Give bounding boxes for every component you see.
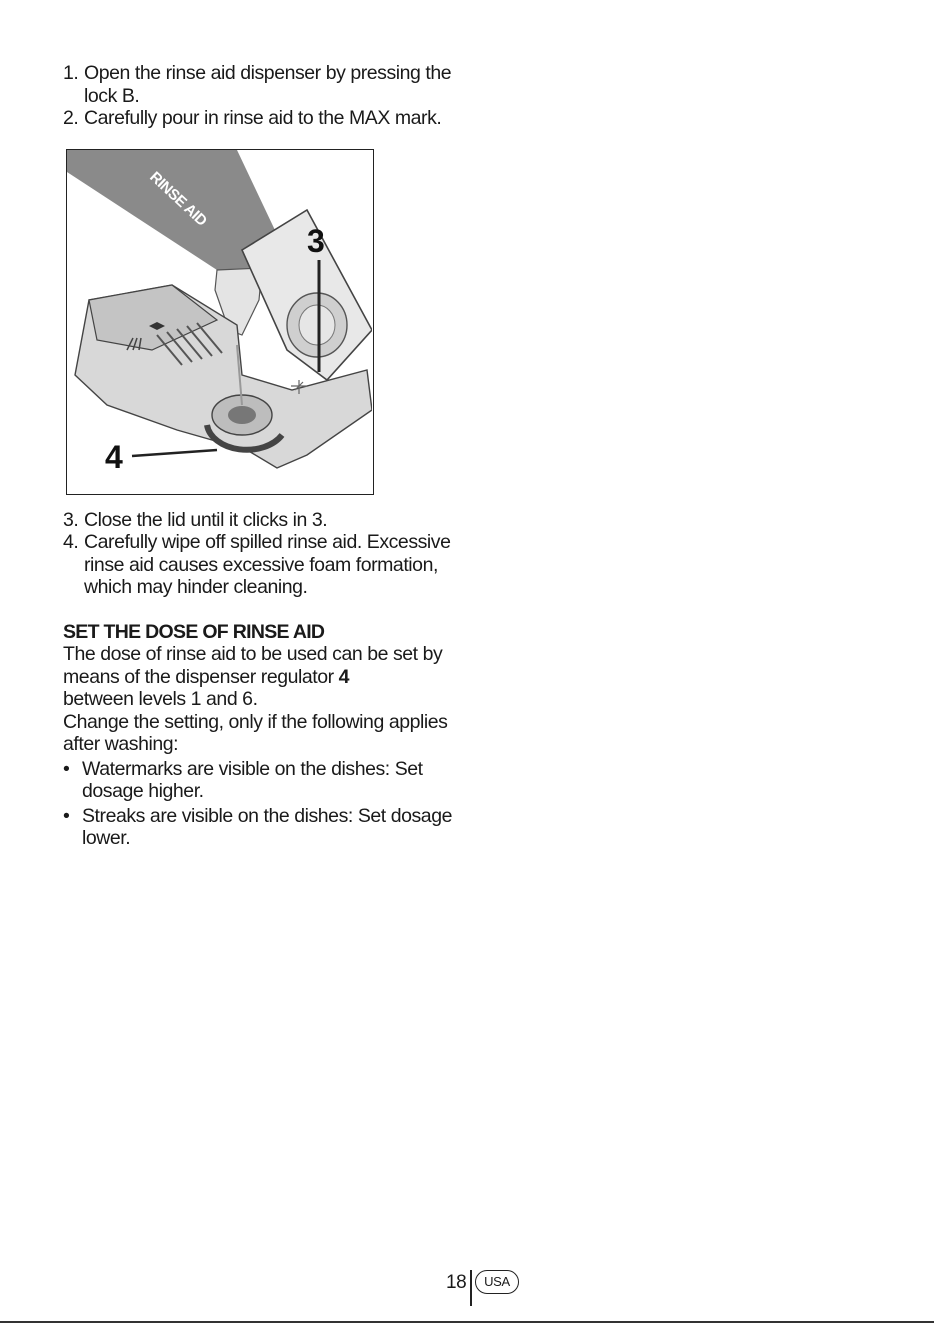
- section-heading: SET THE DOSE OF RINSE AID: [63, 620, 325, 643]
- step-text: Carefully wipe off spilled rinse aid. Excessive rinse aid causes excessive foam formation, which may hinder cleaning.: [84, 531, 451, 598]
- dose-paragraph-text: The dose of rinse aid to be used can be set by means of the dispenser regulator: [63, 643, 443, 688]
- step-text: Close the lid until it clicks in 3.: [84, 508, 328, 531]
- step-item: [63, 531, 463, 599]
- step-text: Open the rinse aid dispenser by pressing the lock B.: [84, 62, 452, 107]
- step-item: [63, 509, 463, 532]
- step-number: 4.: [63, 531, 79, 553]
- dose-paragraph-tail: between levels 1 and 6.: [63, 688, 258, 710]
- rinse-aid-dispenser-illustration: [66, 149, 374, 495]
- steps-list-bottom: [63, 509, 463, 599]
- step-item: [63, 62, 463, 107]
- flap-seal-inner-shape: [299, 305, 335, 345]
- bullet-icon: •: [63, 757, 70, 780]
- conditions-list: [63, 758, 463, 850]
- footer-divider: [470, 1270, 472, 1306]
- country-badge: USA: [475, 1270, 519, 1294]
- condition-text: Streaks are visible on the dishes: Set dosage lower.: [82, 804, 452, 849]
- regulator-number: 4: [338, 665, 350, 688]
- bullet-icon: •: [63, 804, 70, 827]
- condition-item: [63, 805, 463, 850]
- page-number: 18: [446, 1272, 467, 1293]
- callout-line-4: [132, 450, 217, 456]
- step-number: 1.: [63, 62, 79, 84]
- step-number: 2.: [63, 107, 79, 129]
- step-number: 3.: [63, 508, 79, 531]
- filler-hole-shape: [228, 406, 256, 424]
- condition-item: [63, 758, 463, 803]
- section-spacer: [63, 599, 463, 621]
- step-item: [63, 107, 463, 130]
- dose-paragraph: [63, 643, 463, 711]
- condition-text: Watermarks are visible on the dishes: Set dosage higher.: [82, 757, 423, 802]
- change-setting-paragraph: Change the setting, only if the following applies after washing:: [63, 710, 448, 755]
- step-text: Carefully pour in rinse aid to the MAX mark.: [84, 107, 442, 129]
- steps-list-top: [63, 62, 463, 130]
- text-column: [63, 62, 463, 850]
- bottom-rule: [0, 1321, 934, 1323]
- bottle-label: RINSE AID: [146, 167, 210, 230]
- callout-label-4: 4: [105, 438, 123, 475]
- dispenser-drawing: [67, 150, 372, 493]
- callout-label-3: 3: [307, 222, 325, 259]
